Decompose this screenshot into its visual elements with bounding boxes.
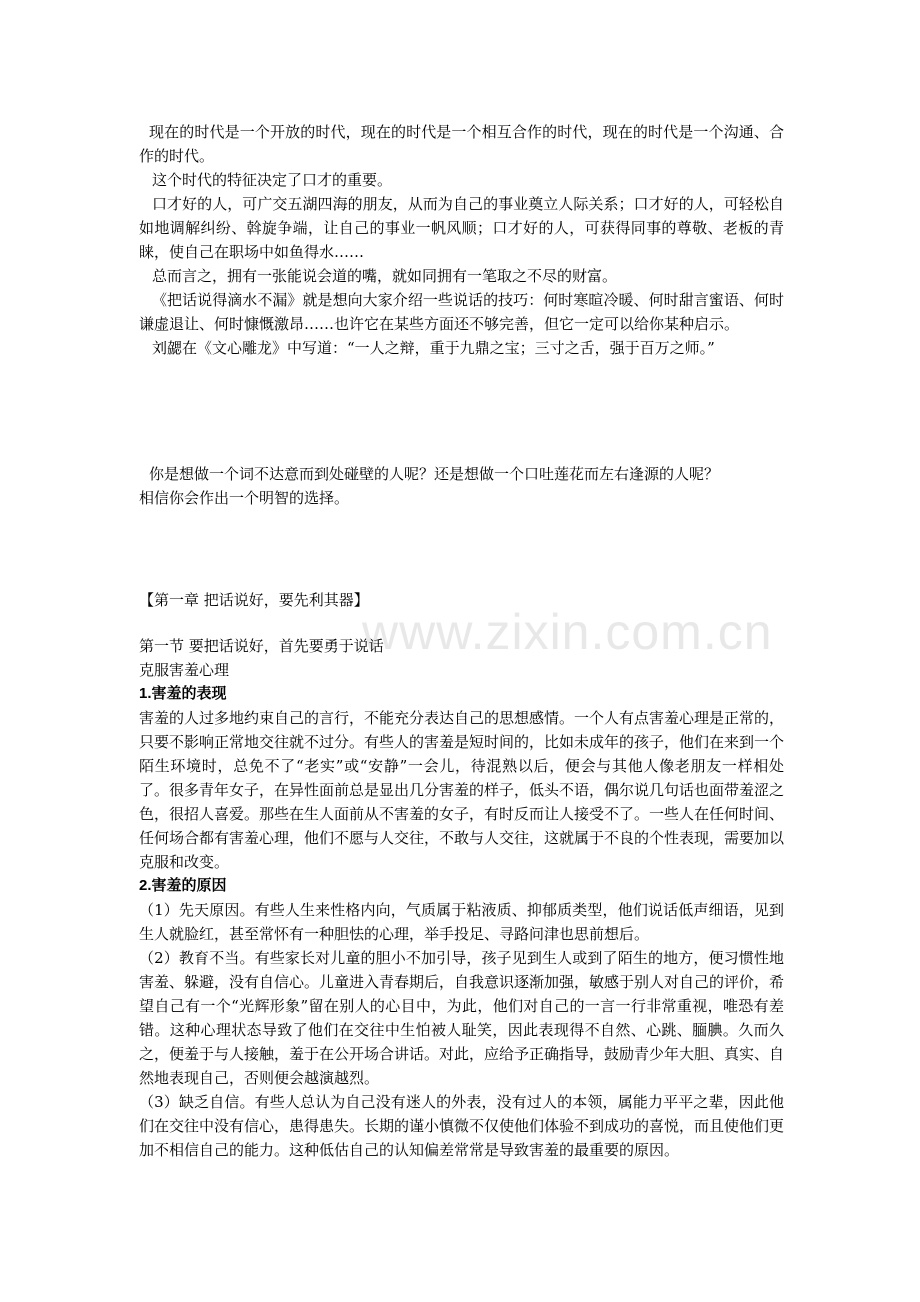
preface-paragraph-6: 刘勰在《文心雕龙》中写道：“一人之辩，重于九鼎之宝；三寸之舌，强于百万之师。” [152, 339, 715, 357]
section-body [139, 634, 784, 1162]
preface-paragraph-5: 《把话说得滴水不漏》就是想向大家介绍一些说话的技巧：何时寒暄冷暖、何时甜言蜜语、何时谦虚退让、何时慷慨激昂……也许它在某些方面还不够完善，但它一定可以给你某种启示。 [139, 291, 784, 333]
preface-closing-line-2: 相信你会作出一个明智的选择。 [139, 489, 350, 507]
paragraph-cause-education: （2）教育不当。有些家长对儿童的胆小不加引导，孩子见到生人或到了陌生的地方，便习惯性地害羞、躲避，没有自信心。儿童进入青春期后，自我意识逐渐加强，敏感于别人对自己的评价，希望自己有一个“光辉形象”留在别人的心目中，为此，他们对自己的一言一行非常重视，唯恐有差错。这种心理状态导致了他们在交往中生怕被人耻笑，因此表现得不自然、心跳、腼腆。久而久之，便羞于与人接触，羞于在公开场合讲话。对此，应给予正确指导，鼓励青少年大胆、真实、自然地表现自己，否则便会越演越烈。 [139, 949, 785, 1087]
watermark: www.zixin.com.cn [362, 604, 773, 660]
paragraph-cause-innate: （1）先天原因。有些人生来性格内向，气质属于粘液质、抑郁质类型，他们说话低声细语，见到生人就脸红，甚至常怀有一种胆怯的心理，举手投足、寻路问津也思前想后。 [139, 901, 784, 943]
preface-closing-line-1: 你是想做一个词不达意而到处碰壁的人呢？还是想做一个口吐莲花而左右逢源的人呢？ [149, 465, 720, 483]
preface-paragraph-4: 总而言之，拥有一张能说会道的嘴，就如同拥有一笔取之不尽的财富。 [152, 267, 618, 285]
chapter-title: 【第一章 把话说好，要先利其器】 [139, 591, 369, 609]
preface-paragraph-3: 口才好的人，可广交五湖四海的朋友，从而为自己的事业奠立人际关系；口才好的人，可轻松自如地调解纠纷、斡旋争端，让自己的事业一帆风顺；口才好的人，可获得同事的尊敬、老板的青睐，使自己在职场中如鱼得水…… [139, 195, 784, 261]
heading-shyness-signs: 1.害羞的表现 [139, 685, 227, 702]
paragraph-cause-confidence: （3）缺乏自信。有些人总认为自己没有迷人的外表，没有过人的本领，属能力平平之辈，因此他们在交往中没有信心，患得患失。长期的谨小慎微不仅使他们体验不到成功的喜悦，而且使他们更加不相信自己的能力。这种低估自己的认知偏差常常是导致害羞的最重要的原因。 [139, 1093, 785, 1159]
preface [139, 120, 784, 360]
preface-paragraph-2: 这个时代的特征决定了口才的重要。 [152, 171, 393, 189]
heading-shyness-causes: 2.害羞的原因 [139, 877, 227, 894]
section-subtitle: 克服害羞心理 [139, 661, 230, 679]
paragraph-shyness-signs: 害羞的人过多地约束自己的言行，不能充分表达自己的思想感情。一个人有点害羞心理是正常的，只要不影响正常地交往就不过分。有些人的害羞是短时间的，比如未成年的孩子，他们在来到一个陌生环境时，总免不了“老实”或“安静”一会儿，待混熟以后，便会与其他人像老朋友一样相处了。很多青年女子，在异性面前总是显出几分害羞的样子，低头不语，偶尔说几句话也面带羞涩之色，很招人喜爱。那些在生人面前从不害羞的女子，有时反而让人接受不了。一些人在任何时间、任何场合都有害羞心理，他们不愿与人交往，不敢与人交往，这就属于不良的个性表现，需要加以克服和改变。 [139, 709, 785, 871]
preface-closing [139, 462, 784, 510]
preface-paragraph-1: 现在的时代是一个开放的时代，现在的时代是一个相互合作的时代，现在的时代是一个沟通、合作的时代。 [139, 123, 784, 165]
section-title: 第一节 要把话说好，首先要勇于说话 [139, 637, 384, 655]
